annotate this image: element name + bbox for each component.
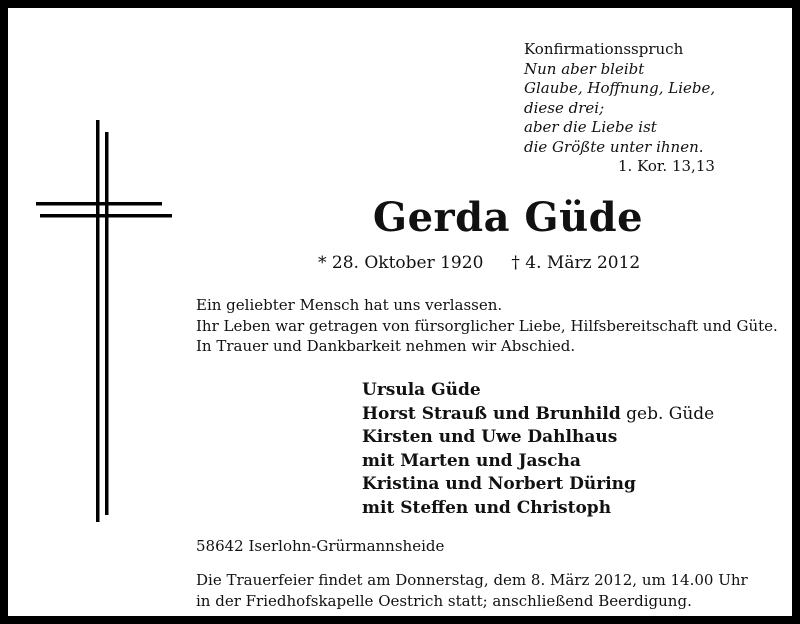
intro-line: Ein geliebter Mensch hat uns verlassen. (196, 296, 503, 314)
intro-text (196, 295, 778, 357)
service-line: in der Friedhofskapelle Oestrich statt; anschließend Beerdigung. (196, 591, 692, 610)
cross-vertical-bar-right (105, 132, 109, 515)
place-line: 58642 Iserlohn-Grürmannsheide (196, 537, 445, 555)
cross-icon (36, 120, 176, 522)
verse-line: Nun aber bleibt (524, 59, 645, 78)
birth-date: * 28. Oktober 1920 (318, 253, 484, 273)
cross-horizontal-bar-bottom (40, 214, 172, 218)
deceased-name: Gerda Güde (372, 194, 644, 241)
cross-vertical-bar-left (96, 120, 100, 522)
mourner-line: mit Marten und Jascha (362, 450, 581, 471)
life-dates (318, 251, 678, 275)
mourner-line: mit Steffen und Christoph (362, 497, 612, 518)
service-details (196, 570, 748, 611)
maiden-name: geb. Güde (620, 403, 715, 424)
mourner-line (362, 403, 714, 427)
verse-line: diese drei; (524, 98, 605, 117)
verse-line: aber die Liebe ist (524, 118, 657, 136)
verse-line: Glaube, Hoffnung, Liebe, (524, 79, 716, 97)
intro-line: Ihr Leben war getragen von fürsorglicher Liebe, Hilfsbereitschaft und Güte. (196, 316, 778, 335)
mourner-line: Kirsten und Uwe Dahlhaus (362, 427, 618, 447)
verse-heading: Konfirmationsspruch (524, 40, 684, 58)
intro-line: In Trauer und Dankbarkeit nehmen wir Abschied. (196, 337, 576, 355)
mourners-list (362, 379, 714, 520)
mourner-names: Horst Strauß und Brunhild (362, 403, 621, 424)
cross-horizontal-bar-top (36, 202, 162, 206)
verse-reference: 1. Kor. 13,13 (618, 157, 715, 175)
death-date: † 4. März 2012 (511, 253, 641, 273)
verse-line: die Größte unter ihnen. (524, 137, 704, 156)
mourner-line: Kristina und Norbert Düring (362, 474, 636, 494)
mourner-line: Ursula Güde (362, 380, 481, 400)
confirmation-verse (524, 40, 784, 177)
service-line: Die Trauerfeier findet am Donnerstag, dem 8. März 2012, um 14.00 Uhr (196, 571, 748, 589)
